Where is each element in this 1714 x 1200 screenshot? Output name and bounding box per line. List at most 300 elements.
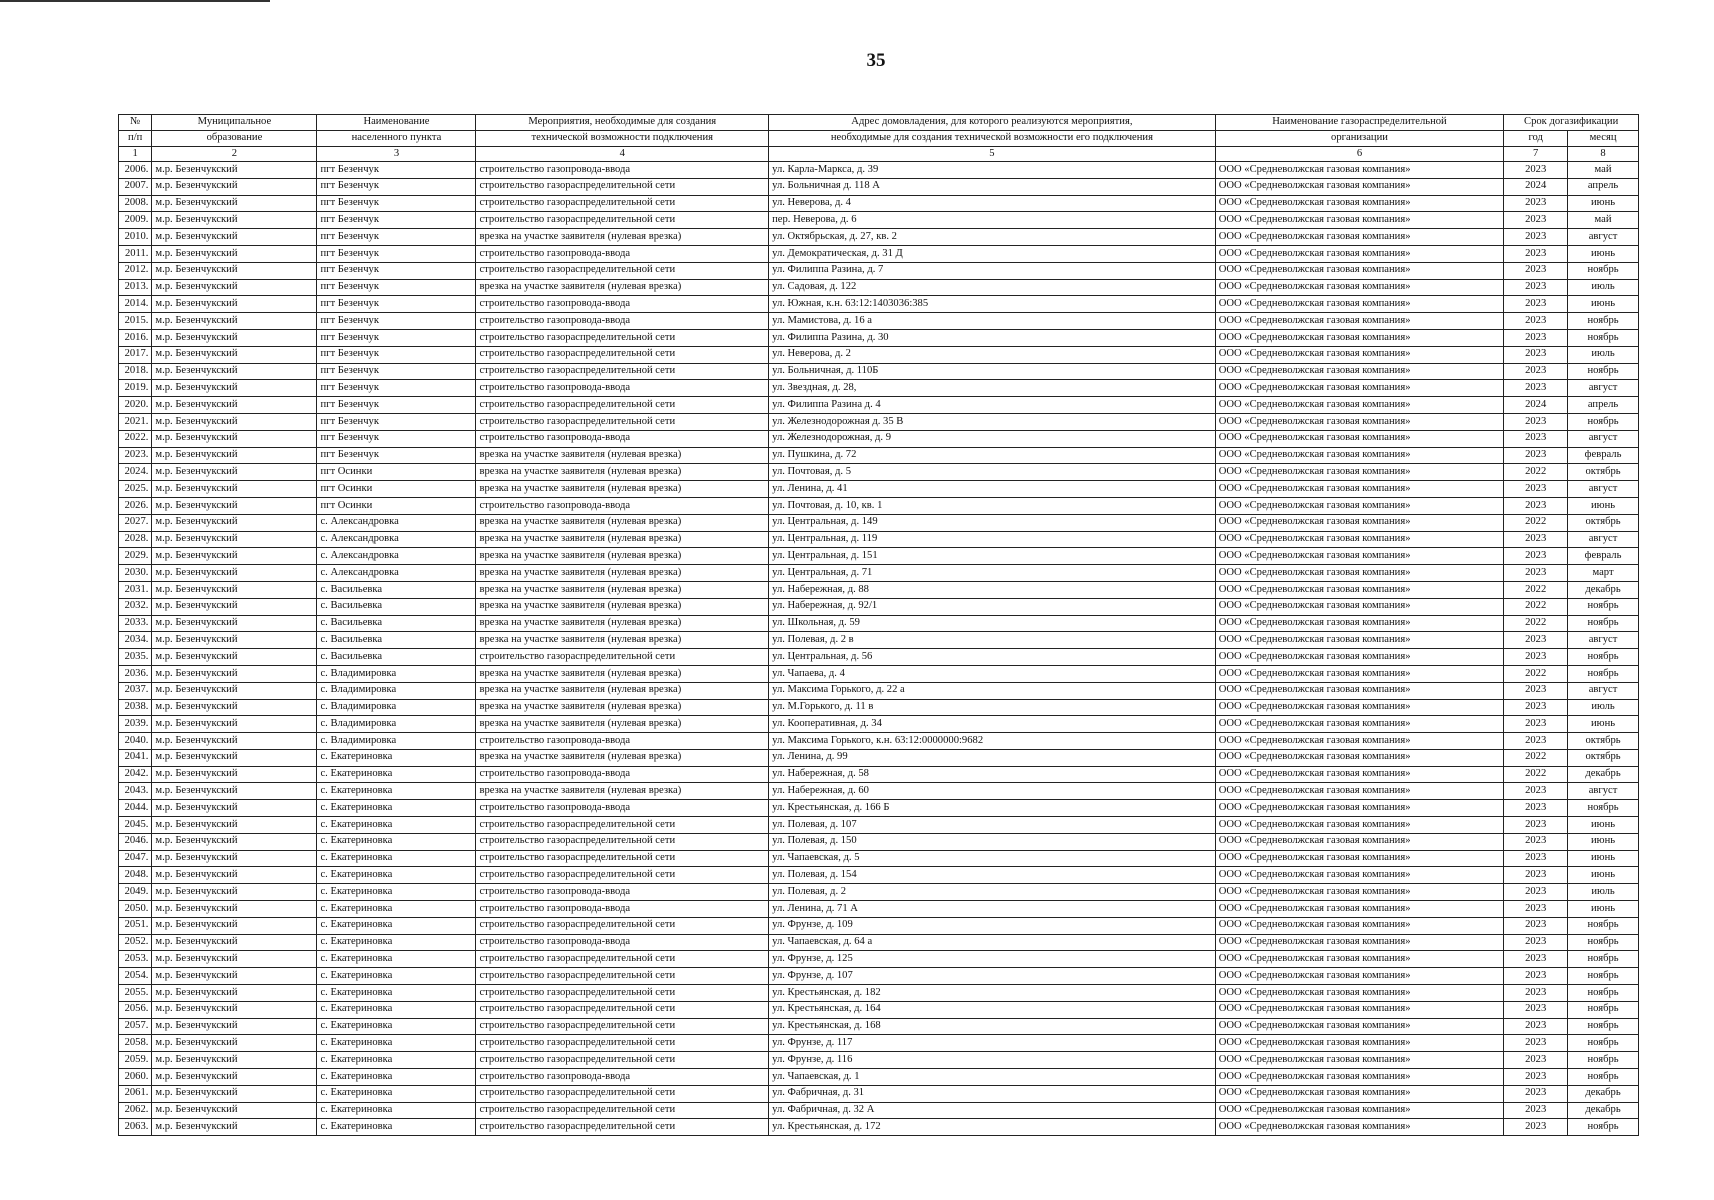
municipality-cell: м.р. Безенчукский (152, 413, 317, 430)
month-cell: июнь (1568, 901, 1639, 918)
address-cell: ул. Южная, к.н. 63:12:1403036:385 (769, 296, 1216, 313)
table-row (119, 632, 1639, 649)
year-cell: 2023 (1504, 245, 1568, 262)
address-cell: ул. Крестьянская, д. 166 Б (769, 800, 1216, 817)
year-cell: 2023 (1504, 632, 1568, 649)
table-row (119, 749, 1639, 766)
header-col3-line1: Наименование (317, 115, 476, 131)
month-cell: ноябрь (1568, 615, 1639, 632)
row-number-cell: 2060. (119, 1069, 152, 1086)
municipality-cell: м.р. Безенчукский (152, 615, 317, 632)
organization-cell: ООО «Средневолжская газовая компания» (1215, 329, 1504, 346)
table-row (119, 682, 1639, 699)
year-cell: 2022 (1504, 581, 1568, 598)
organization-cell: ООО «Средневолжская газовая компания» (1215, 262, 1504, 279)
month-cell: ноябрь (1568, 329, 1639, 346)
year-cell: 2023 (1504, 497, 1568, 514)
settlement-cell: пгт Безенчук (317, 397, 476, 414)
organization-cell: ООО «Средневолжская газовая компания» (1215, 901, 1504, 918)
year-cell: 2023 (1504, 800, 1568, 817)
table-row (119, 464, 1639, 481)
settlement-cell: с. Александровка (317, 531, 476, 548)
measure-cell: строительство газораспределительной сети (476, 867, 769, 884)
organization-cell: ООО «Средневолжская газовая компания» (1215, 968, 1504, 985)
municipality-cell: м.р. Безенчукский (152, 800, 317, 817)
address-cell: ул. М.Горького, д. 11 в (769, 699, 1216, 716)
municipality-cell: м.р. Безенчукский (152, 749, 317, 766)
settlement-cell: с. Владимировка (317, 716, 476, 733)
year-cell: 2023 (1504, 447, 1568, 464)
municipality-cell: м.р. Безенчукский (152, 917, 317, 934)
table-row (119, 413, 1639, 430)
row-number-cell: 2018. (119, 363, 152, 380)
municipality-cell: м.р. Безенчукский (152, 514, 317, 531)
settlement-cell: с. Екатериновка (317, 1001, 476, 1018)
month-cell: ноябрь (1568, 649, 1639, 666)
year-cell: 2023 (1504, 1119, 1568, 1136)
address-cell: ул. Железнодорожная д. 35 В (769, 413, 1216, 430)
measure-cell: строительство газораспределительной сети (476, 833, 769, 850)
organization-cell: ООО «Средневолжская газовая компания» (1215, 665, 1504, 682)
measure-cell: врезка на участке заявителя (нулевая врезка) (476, 632, 769, 649)
row-number-cell: 2028. (119, 531, 152, 548)
year-cell: 2023 (1504, 329, 1568, 346)
row-number-cell: 2026. (119, 497, 152, 514)
table-row (119, 699, 1639, 716)
municipality-cell: м.р. Безенчукский (152, 279, 317, 296)
year-cell: 2022 (1504, 615, 1568, 632)
measure-cell: строительство газопровода-ввода (476, 497, 769, 514)
settlement-cell: с. Екатериновка (317, 968, 476, 985)
municipality-cell: м.р. Безенчукский (152, 1102, 317, 1119)
month-cell: ноябрь (1568, 363, 1639, 380)
municipality-cell: м.р. Безенчукский (152, 985, 317, 1002)
address-cell: ул. Крестьянская, д. 172 (769, 1119, 1216, 1136)
municipality-cell: м.р. Безенчукский (152, 665, 317, 682)
table-row (119, 548, 1639, 565)
month-cell: июнь (1568, 195, 1639, 212)
organization-cell: ООО «Средневолжская газовая компания» (1215, 346, 1504, 363)
measure-cell: строительство газопровода-ввода (476, 162, 769, 179)
table-row (119, 581, 1639, 598)
year-cell: 2023 (1504, 733, 1568, 750)
measure-cell: врезка на участке заявителя (нулевая врезка) (476, 447, 769, 464)
measure-cell: строительство газораспределительной сети (476, 1001, 769, 1018)
year-cell: 2023 (1504, 548, 1568, 565)
address-cell: пер. Неверова, д. 6 (769, 212, 1216, 229)
measure-cell: строительство газопровода-ввода (476, 313, 769, 330)
settlement-cell: с. Екатериновка (317, 783, 476, 800)
organization-cell: ООО «Средневолжская газовая компания» (1215, 716, 1504, 733)
settlement-cell: пгт Безенчук (317, 229, 476, 246)
row-number-cell: 2019. (119, 380, 152, 397)
address-cell: ул. Центральная, д. 119 (769, 531, 1216, 548)
organization-cell: ООО «Средневолжская газовая компания» (1215, 447, 1504, 464)
year-cell: 2023 (1504, 430, 1568, 447)
settlement-cell: с. Васильевка (317, 632, 476, 649)
table-row (119, 665, 1639, 682)
municipality-cell: м.р. Безенчукский (152, 380, 317, 397)
organization-cell: ООО «Средневолжская газовая компания» (1215, 615, 1504, 632)
municipality-cell: м.р. Безенчукский (152, 733, 317, 750)
organization-cell: ООО «Средневолжская газовая компания» (1215, 296, 1504, 313)
year-cell: 2022 (1504, 665, 1568, 682)
gasification-table (118, 114, 1639, 1136)
organization-cell: ООО «Средневолжская газовая компания» (1215, 279, 1504, 296)
municipality-cell: м.р. Безенчукский (152, 497, 317, 514)
header-col4-line2: технической возможности подключения (476, 131, 769, 147)
municipality-cell: м.р. Безенчукский (152, 1052, 317, 1069)
municipality-cell: м.р. Безенчукский (152, 817, 317, 834)
organization-cell: ООО «Средневолжская газовая компания» (1215, 212, 1504, 229)
measure-cell: врезка на участке заявителя (нулевая врезка) (476, 279, 769, 296)
row-number-cell: 2029. (119, 548, 152, 565)
month-cell: февраль (1568, 447, 1639, 464)
settlement-cell: с. Екатериновка (317, 1052, 476, 1069)
settlement-cell: пгт Осинки (317, 481, 476, 498)
organization-cell: ООО «Средневолжская газовая компания» (1215, 313, 1504, 330)
measure-cell: строительство газораспределительной сети (476, 985, 769, 1002)
header-col4-line1: Мероприятия, необходимые для создания (476, 115, 769, 131)
address-cell: ул. Неверова, д. 4 (769, 195, 1216, 212)
settlement-cell: с. Александровка (317, 548, 476, 565)
measure-cell: врезка на участке заявителя (нулевая врезка) (476, 548, 769, 565)
address-cell: ул. Набережная, д. 60 (769, 783, 1216, 800)
municipality-cell: м.р. Безенчукский (152, 565, 317, 582)
address-cell: ул. Чапаева, д. 4 (769, 665, 1216, 682)
month-cell: апрель (1568, 178, 1639, 195)
municipality-cell: м.р. Безенчукский (152, 313, 317, 330)
address-cell: ул. Больничная д. 118 А (769, 178, 1216, 195)
address-cell: ул. Полевая, д. 2 в (769, 632, 1216, 649)
address-cell: ул. Филиппа Разина д. 4 (769, 397, 1216, 414)
settlement-cell: с. Васильевка (317, 649, 476, 666)
settlement-cell: с. Екатериновка (317, 951, 476, 968)
year-cell: 2024 (1504, 178, 1568, 195)
table-row (119, 1119, 1639, 1136)
municipality-cell: м.р. Безенчукский (152, 1001, 317, 1018)
table-row (119, 329, 1639, 346)
municipality-cell: м.р. Безенчукский (152, 833, 317, 850)
year-cell: 2023 (1504, 1001, 1568, 1018)
municipality-cell: м.р. Безенчукский (152, 397, 317, 414)
municipality-cell: м.р. Безенчукский (152, 195, 317, 212)
municipality-cell: м.р. Безенчукский (152, 1035, 317, 1052)
measure-cell: строительство газораспределительной сети (476, 262, 769, 279)
measure-cell: врезка на участке заявителя (нулевая врезка) (476, 565, 769, 582)
page-number: 35 (866, 50, 886, 71)
row-number-cell: 2058. (119, 1035, 152, 1052)
measure-cell: строительство газопровода-ввода (476, 245, 769, 262)
month-cell: август (1568, 632, 1639, 649)
municipality-cell: м.р. Безенчукский (152, 363, 317, 380)
row-number-cell: 2042. (119, 766, 152, 783)
address-cell: ул. Почтовая, д. 10, кв. 1 (769, 497, 1216, 514)
measure-cell: врезка на участке заявителя (нулевая врезка) (476, 581, 769, 598)
organization-cell: ООО «Средневолжская газовая компания» (1215, 682, 1504, 699)
row-number-cell: 2021. (119, 413, 152, 430)
table-row (119, 1085, 1639, 1102)
month-cell: октябрь (1568, 749, 1639, 766)
header-col5-line1: Адрес домовладения, для которого реализуются мероприятия, (769, 115, 1216, 131)
table-row (119, 313, 1639, 330)
address-cell: ул. Демократическая, д. 31 Д (769, 245, 1216, 262)
organization-cell: ООО «Средневолжская газовая компания» (1215, 229, 1504, 246)
measure-cell: строительство газораспределительной сети (476, 1102, 769, 1119)
table-row (119, 195, 1639, 212)
settlement-cell: с. Александровка (317, 565, 476, 582)
municipality-cell: м.р. Безенчукский (152, 1018, 317, 1035)
organization-cell: ООО «Средневолжская газовая компания» (1215, 1085, 1504, 1102)
month-cell: ноябрь (1568, 1069, 1639, 1086)
address-cell: ул. Филиппа Разина, д. 30 (769, 329, 1216, 346)
month-cell: октябрь (1568, 514, 1639, 531)
month-cell: ноябрь (1568, 985, 1639, 1002)
month-cell: ноябрь (1568, 313, 1639, 330)
settlement-cell: с. Владимировка (317, 665, 476, 682)
year-cell: 2023 (1504, 162, 1568, 179)
organization-cell: ООО «Средневолжская газовая компания» (1215, 817, 1504, 834)
column-number: 4 (476, 147, 769, 162)
measure-cell: строительство газораспределительной сети (476, 1085, 769, 1102)
table-row (119, 934, 1639, 951)
municipality-cell: м.р. Безенчукский (152, 867, 317, 884)
table-row (119, 279, 1639, 296)
organization-cell: ООО «Средневолжская газовая компания» (1215, 1052, 1504, 1069)
row-number-cell: 2033. (119, 615, 152, 632)
settlement-cell: пгт Безенчук (317, 313, 476, 330)
year-cell: 2023 (1504, 699, 1568, 716)
year-cell: 2023 (1504, 682, 1568, 699)
address-cell: ул. Фрунзе, д. 107 (769, 968, 1216, 985)
year-cell: 2023 (1504, 833, 1568, 850)
organization-cell: ООО «Средневолжская газовая компания» (1215, 413, 1504, 430)
table-row (119, 615, 1639, 632)
row-number-cell: 2008. (119, 195, 152, 212)
table-row (119, 447, 1639, 464)
measure-cell: строительство газопровода-ввода (476, 380, 769, 397)
settlement-cell: с. Екатериновка (317, 749, 476, 766)
month-cell: ноябрь (1568, 800, 1639, 817)
organization-cell: ООО «Средневолжская газовая компания» (1215, 749, 1504, 766)
measure-cell: строительство газораспределительной сети (476, 346, 769, 363)
address-cell: ул. Кооперативная, д. 34 (769, 716, 1216, 733)
row-number-cell: 2039. (119, 716, 152, 733)
header-row-2 (119, 131, 1639, 147)
settlement-cell: пгт Безенчук (317, 329, 476, 346)
measure-cell: строительство газораспределительной сети (476, 195, 769, 212)
year-cell: 2023 (1504, 380, 1568, 397)
month-cell: ноябрь (1568, 665, 1639, 682)
month-cell: июнь (1568, 850, 1639, 867)
organization-cell: ООО «Средневолжская газовая компания» (1215, 833, 1504, 850)
address-cell: ул. Крестьянская, д. 182 (769, 985, 1216, 1002)
organization-cell: ООО «Средневолжская газовая компания» (1215, 380, 1504, 397)
table-row (119, 901, 1639, 918)
month-cell: декабрь (1568, 766, 1639, 783)
municipality-cell: м.р. Безенчукский (152, 531, 317, 548)
municipality-cell: м.р. Безенчукский (152, 1069, 317, 1086)
table-row (119, 1069, 1639, 1086)
address-cell: ул. Больничная, д. 110Б (769, 363, 1216, 380)
measure-cell: врезка на участке заявителя (нулевая врезка) (476, 665, 769, 682)
municipality-cell: м.р. Безенчукский (152, 951, 317, 968)
settlement-cell: пгт Безенчук (317, 212, 476, 229)
row-number-cell: 2047. (119, 850, 152, 867)
row-number-cell: 2063. (119, 1119, 152, 1136)
row-number-cell: 2007. (119, 178, 152, 195)
table-row (119, 229, 1639, 246)
table-row (119, 162, 1639, 179)
table-row (119, 985, 1639, 1002)
measure-cell: строительство газораспределительной сети (476, 397, 769, 414)
address-cell: ул. Пушкина, д. 72 (769, 447, 1216, 464)
year-cell: 2022 (1504, 749, 1568, 766)
month-cell: июнь (1568, 716, 1639, 733)
settlement-cell: с. Екатериновка (317, 934, 476, 951)
year-cell: 2023 (1504, 884, 1568, 901)
settlement-cell: с. Васильевка (317, 581, 476, 598)
organization-cell: ООО «Средневолжская газовая компания» (1215, 531, 1504, 548)
table-row (119, 884, 1639, 901)
address-cell: ул. Центральная, д. 71 (769, 565, 1216, 582)
address-cell: ул. Полевая, д. 107 (769, 817, 1216, 834)
organization-cell: ООО «Средневолжская газовая компания» (1215, 934, 1504, 951)
municipality-cell: м.р. Безенчукский (152, 329, 317, 346)
column-number: 1 (119, 147, 152, 162)
settlement-cell: пгт Осинки (317, 497, 476, 514)
year-cell: 2023 (1504, 1052, 1568, 1069)
month-cell: ноябрь (1568, 262, 1639, 279)
month-cell: ноябрь (1568, 917, 1639, 934)
settlement-cell: пгт Безенчук (317, 162, 476, 179)
organization-cell: ООО «Средневолжская газовая компания» (1215, 699, 1504, 716)
settlement-cell: с. Екатериновка (317, 850, 476, 867)
address-cell: ул. Октябрьская, д. 27, кв. 2 (769, 229, 1216, 246)
settlement-cell: с. Екатериновка (317, 1018, 476, 1035)
municipality-cell: м.р. Безенчукский (152, 850, 317, 867)
header-col6-line1: Наименование газораспределительной (1215, 115, 1504, 131)
measure-cell: врезка на участке заявителя (нулевая врезка) (476, 699, 769, 716)
address-cell: ул. Максима Горького, к.н. 63:12:0000000:9682 (769, 733, 1216, 750)
settlement-cell: пгт Безенчук (317, 279, 476, 296)
month-cell: август (1568, 682, 1639, 699)
address-cell: ул. Звездная, д. 28, (769, 380, 1216, 397)
municipality-cell: м.р. Безенчукский (152, 649, 317, 666)
measure-cell: строительство газопровода-ввода (476, 901, 769, 918)
address-cell: ул. Чапаевская, д. 5 (769, 850, 1216, 867)
row-number-cell: 2024. (119, 464, 152, 481)
table-row (119, 363, 1639, 380)
organization-cell: ООО «Средневолжская газовая компания» (1215, 985, 1504, 1002)
month-cell: ноябрь (1568, 951, 1639, 968)
settlement-cell: с. Екатериновка (317, 901, 476, 918)
measure-cell: строительство газораспределительной сети (476, 850, 769, 867)
year-cell: 2023 (1504, 531, 1568, 548)
year-cell: 2023 (1504, 716, 1568, 733)
table-row (119, 380, 1639, 397)
month-cell: июль (1568, 699, 1639, 716)
column-number: 2 (152, 147, 317, 162)
header-col1-line2: п/п (119, 131, 152, 147)
row-number-cell: 2054. (119, 968, 152, 985)
year-cell: 2023 (1504, 481, 1568, 498)
row-number-cell: 2040. (119, 733, 152, 750)
table-row (119, 867, 1639, 884)
month-cell: апрель (1568, 397, 1639, 414)
municipality-cell: м.р. Безенчукский (152, 229, 317, 246)
table-row (119, 1035, 1639, 1052)
settlement-cell: пгт Безенчук (317, 262, 476, 279)
address-cell: ул. Фрунзе, д. 117 (769, 1035, 1216, 1052)
municipality-cell: м.р. Безенчукский (152, 1085, 317, 1102)
row-number-cell: 2038. (119, 699, 152, 716)
measure-cell: врезка на участке заявителя (нулевая врезка) (476, 716, 769, 733)
address-cell: ул. Набережная, д. 88 (769, 581, 1216, 598)
row-number-cell: 2056. (119, 1001, 152, 1018)
organization-cell: ООО «Средневолжская газовая компания» (1215, 598, 1504, 615)
organization-cell: ООО «Средневолжская газовая компания» (1215, 1102, 1504, 1119)
table-row (119, 346, 1639, 363)
row-number-cell: 2050. (119, 901, 152, 918)
row-number-cell: 2017. (119, 346, 152, 363)
table-row (119, 1102, 1639, 1119)
table-row (119, 481, 1639, 498)
month-cell: август (1568, 229, 1639, 246)
measure-cell: строительство газораспределительной сети (476, 178, 769, 195)
row-number-cell: 2053. (119, 951, 152, 968)
organization-cell: ООО «Средневолжская газовая компания» (1215, 783, 1504, 800)
settlement-cell: с. Васильевка (317, 615, 476, 632)
settlement-cell: с. Екатериновка (317, 817, 476, 834)
measure-cell: врезка на участке заявителя (нулевая врезка) (476, 615, 769, 632)
measure-cell: строительство газопровода-ввода (476, 296, 769, 313)
row-number-cell: 2009. (119, 212, 152, 229)
organization-cell: ООО «Средневолжская газовая компания» (1215, 917, 1504, 934)
month-cell: август (1568, 481, 1639, 498)
measure-cell: врезка на участке заявителя (нулевая врезка) (476, 229, 769, 246)
measure-cell: строительство газораспределительной сети (476, 1035, 769, 1052)
measure-cell: строительство газопровода-ввода (476, 733, 769, 750)
measure-cell: строительство газопровода-ввода (476, 884, 769, 901)
year-cell: 2024 (1504, 397, 1568, 414)
organization-cell: ООО «Средневолжская газовая компания» (1215, 363, 1504, 380)
organization-cell: ООО «Средневолжская газовая компания» (1215, 548, 1504, 565)
year-cell: 2023 (1504, 262, 1568, 279)
measure-cell: врезка на участке заявителя (нулевая врезка) (476, 531, 769, 548)
row-number-cell: 2030. (119, 565, 152, 582)
municipality-cell: м.р. Безенчукский (152, 632, 317, 649)
address-cell: ул. Крестьянская, д. 168 (769, 1018, 1216, 1035)
year-cell: 2023 (1504, 917, 1568, 934)
settlement-cell: пгт Безенчук (317, 430, 476, 447)
column-number: 6 (1215, 147, 1504, 162)
settlement-cell: пгт Осинки (317, 464, 476, 481)
municipality-cell: м.р. Безенчукский (152, 178, 317, 195)
year-cell: 2023 (1504, 867, 1568, 884)
organization-cell: ООО «Средневолжская газовая компания» (1215, 162, 1504, 179)
table-row (119, 1018, 1639, 1035)
municipality-cell: м.р. Безенчукский (152, 716, 317, 733)
row-number-cell: 2049. (119, 884, 152, 901)
column-number: 3 (317, 147, 476, 162)
column-number: 8 (1568, 147, 1639, 162)
settlement-cell: пгт Безенчук (317, 413, 476, 430)
organization-cell: ООО «Средневолжская газовая компания» (1215, 766, 1504, 783)
month-cell: ноябрь (1568, 1001, 1639, 1018)
organization-cell: ООО «Средневолжская газовая компания» (1215, 867, 1504, 884)
year-cell: 2023 (1504, 296, 1568, 313)
